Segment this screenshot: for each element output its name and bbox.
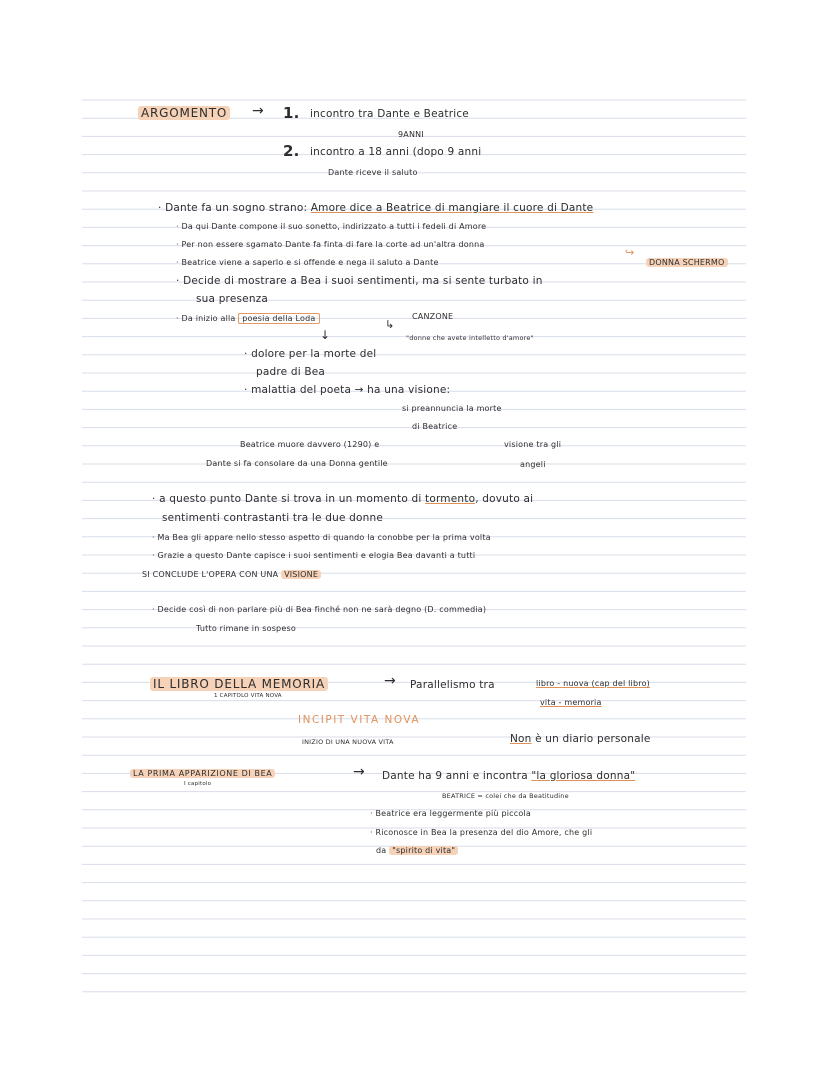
- dolore-line: · dolore per la morte del: [244, 348, 377, 360]
- malattia-line: · malattia del poeta → ha una visione:: [244, 384, 451, 396]
- beatrice-definition: BEATRICE = colei che da Beatitudine: [442, 792, 569, 800]
- apparizione-bullet-2: · Riconosce in Bea la presenza del dio Amore, che gli: [370, 828, 593, 837]
- tormento-line-cont: sentimenti contrastanti tra le due donne: [162, 512, 383, 524]
- item1-text: incontro tra Dante e Beatrice: [310, 108, 469, 120]
- libro-heading: IL LIBRO DELLA MEMORIA: [150, 677, 328, 691]
- parallelismo-text: Parallelismo tra: [410, 679, 495, 691]
- apparizione-subheading: I capitolo: [184, 781, 212, 787]
- inizio-subtitle: INIZIO DI UNA NUOVA VITA: [302, 738, 394, 746]
- curved-arrow-icon: ↪: [625, 246, 635, 259]
- tormento-bullet-3: · Grazie a questo Dante capisce i suoi sentimenti e elogia Bea davanti a tutti: [152, 551, 476, 560]
- libro-nuova-text: libro - nuova (cap del libro): [536, 679, 650, 688]
- item2-note: Dante riceve il saluto: [328, 168, 418, 177]
- preannuncia-line: si preannuncia la morte: [402, 404, 502, 413]
- apparizione-bullet-1: · Beatrice era leggermente più piccola: [370, 809, 531, 818]
- visione-line-cont: angeli: [520, 460, 546, 469]
- incipit-title: INCIPIT VITA NOVA: [298, 714, 421, 726]
- muore-line: Beatrice muore davvero (1290) e: [240, 440, 380, 449]
- argomento-heading: ARGOMENTO: [138, 106, 230, 120]
- arrow-icon: →: [252, 103, 264, 119]
- preannuncia-line-cont: di Beatrice: [412, 422, 458, 431]
- apparizione-bullet-3: da "spirito di vita": [376, 846, 458, 855]
- donna-schermo-label: DONNA SCHERMO: [646, 258, 728, 267]
- sospeso-line: Tutto rimane in sospeso: [196, 624, 296, 633]
- conclusione-line: SI CONCLUDE L'OPERA CON UNA VISIONE: [142, 570, 321, 579]
- lode-box: poesia della Loda: [238, 313, 319, 324]
- apparizione-heading: LA PRIMA APPARIZIONE DI BEA: [130, 769, 275, 778]
- item2-text: incontro a 18 anni (dopo 9 anni: [310, 146, 482, 158]
- diario-line: Non è un diario personale: [510, 733, 651, 745]
- dream-line: · Dante fa un sogno strano: Amore dice a Beatrice di mangiare il cuore di Dante: [158, 202, 594, 214]
- apparizione-line: Dante ha 9 anni e incontra "la gloriosa donna": [382, 770, 636, 782]
- item1-note: 9ANNI: [398, 130, 424, 139]
- tormento-line: · a questo punto Dante si trova in un momento di tormento, dovuto ai: [152, 493, 534, 505]
- arrow-icon: →: [384, 673, 396, 689]
- arrow-icon: →: [353, 764, 365, 780]
- down-arrow-icon: ↓: [320, 328, 331, 342]
- curved-arrow-icon: ↳: [385, 318, 395, 331]
- dream-bullet-2: · Per non essere sgamato Dante fa finta di fare la corte ad un'altra donna: [176, 240, 485, 249]
- canzone-title: "donne che avete intelletto d'amore": [406, 334, 534, 342]
- dolore-line-cont: padre di Bea: [256, 366, 326, 378]
- dream-bullet-1: · Da qui Dante compone il suo sonetto, indirizzato a tutti i fedeli di Amore: [176, 222, 487, 231]
- consolare-line: Dante si fa consolare da una Donna gentile: [206, 459, 388, 468]
- visione-line: visione tra gli: [504, 440, 562, 449]
- vita-memoria-text: vita - memoria: [540, 698, 602, 707]
- dream-bullet-4-cont: sua presenza: [196, 293, 269, 305]
- dream-bullet-3: · Beatrice viene a saperlo e si offende e nega il saluto a Dante: [176, 258, 439, 267]
- tormento-bullet-2: · Ma Bea gli appare nello stesso aspetto di quando la conobbe per la prima volta: [152, 533, 491, 542]
- lode-line: · Da inizio alla poesia della Loda: [176, 314, 320, 323]
- libro-subheading: 1 CAPITOLO VITA NOVA: [214, 693, 282, 699]
- canzone-label: CANZONE: [412, 312, 454, 321]
- dream-bullet-4: · Decide di mostrare a Bea i suoi sentimenti, ma si sente turbato in: [176, 275, 543, 287]
- decide-line: · Decide così di non parlare più di Bea finché non ne sarà degno (D. commedia): [152, 605, 487, 614]
- item2-number: 2.: [283, 142, 300, 160]
- item1-number: 1.: [283, 104, 300, 122]
